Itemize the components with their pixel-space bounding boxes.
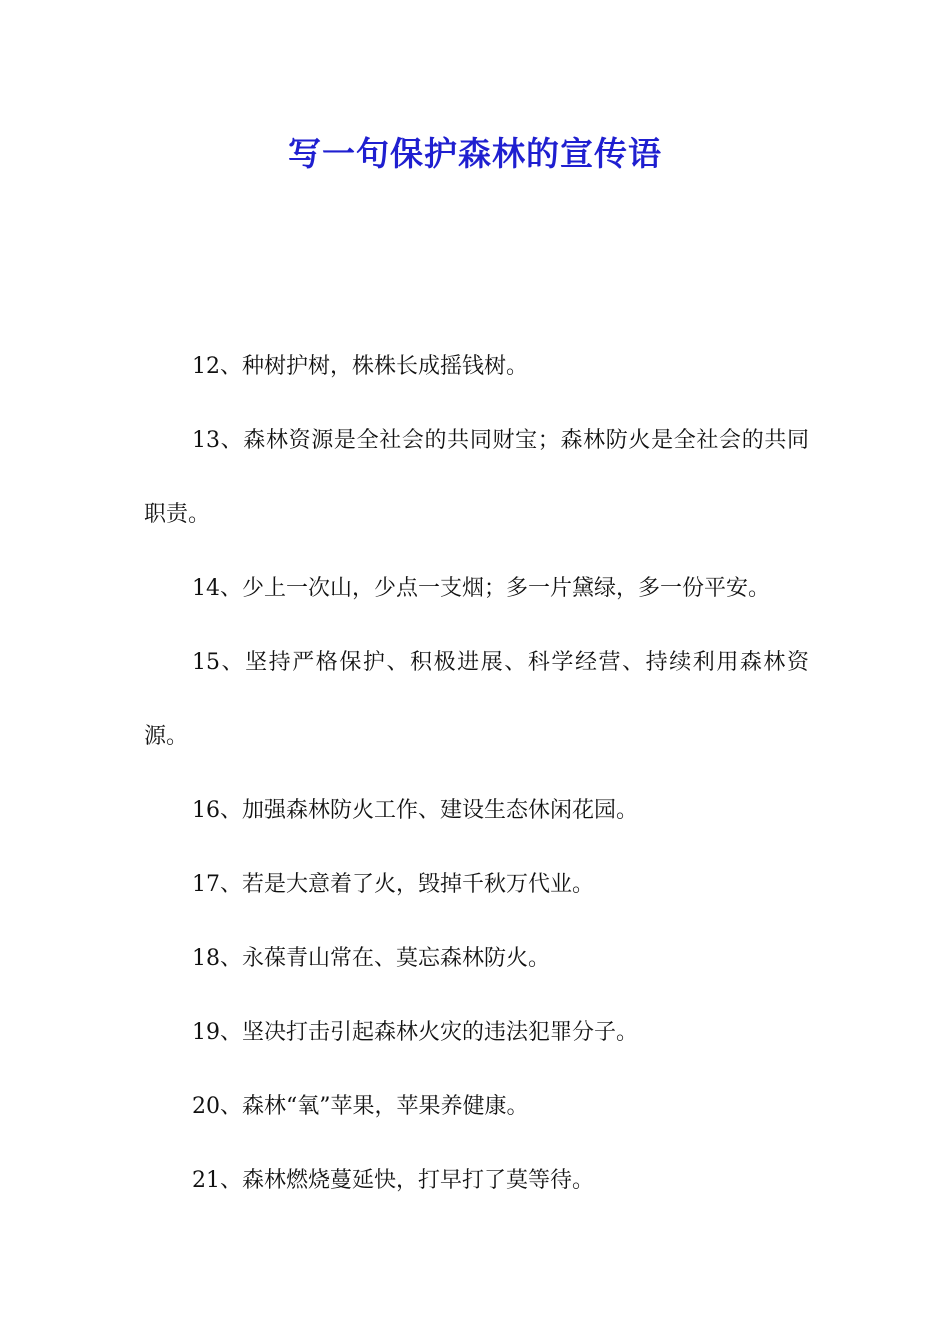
slogan-paragraph: 14、少上一次山，少点一支烟；多一片黛绿，多一份平安。: [192, 576, 770, 601]
slogan-paragraph: 19、坚决打击引起森林火灾的违法犯罪分子。: [192, 1020, 638, 1045]
slogan-paragraph: 21、森林燃烧蔓延快，打早打了莫等待。: [192, 1168, 594, 1193]
slogan-paragraph: 20、森林“氧”苹果，苹果养健康。: [192, 1094, 529, 1119]
document-body: [144, 330, 809, 1218]
slogan-paragraph: 16、加强森林防火工作、建设生态休闲花园。: [192, 798, 638, 823]
slogan-paragraph: 12、种树护树，株株长成摇钱树。: [192, 354, 528, 379]
slogan-paragraph: 17、若是大意着了火，毁掉千秋万代业。: [192, 872, 594, 897]
document-title: 写一句保护森林的宣传语: [288, 134, 662, 173]
slogan-paragraph: 18、永葆青山常在、莫忘森林防火。: [192, 946, 550, 971]
slogan-paragraph: 15、坚持严格保护、积极进展、科学经营、持续利用森林资源。: [144, 650, 809, 749]
slogan-paragraph: 13、森林资源是全社会的共同财宝；森林防火是全社会的共同职责。: [144, 428, 809, 527]
